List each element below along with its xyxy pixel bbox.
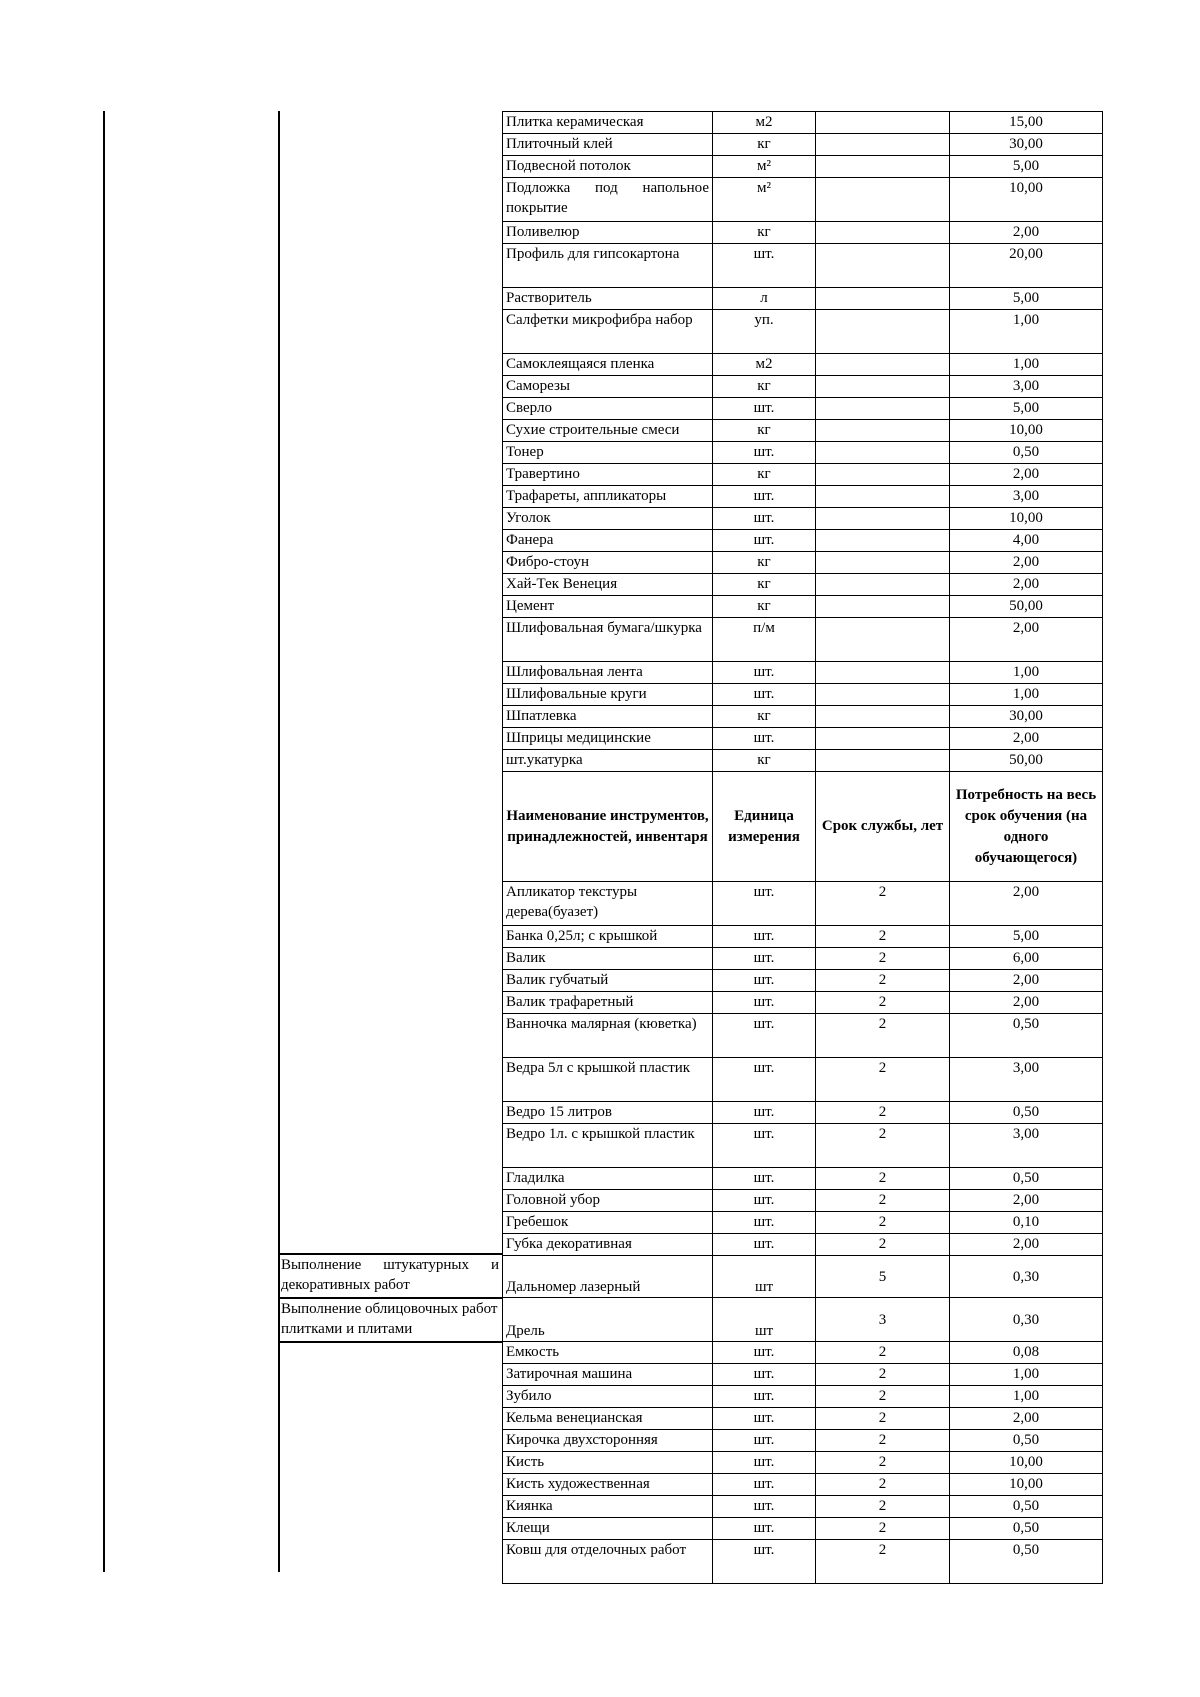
table-row	[503, 1014, 1103, 1058]
item-need: 50,00	[950, 596, 1103, 618]
item-life	[816, 728, 950, 750]
item-name: Хай-Тек Венеция	[503, 574, 713, 596]
item-name: Подложка под напольное покрытие	[503, 178, 713, 222]
item-life	[816, 750, 950, 772]
table-row	[503, 662, 1103, 684]
item-name: Емкость	[503, 1342, 713, 1364]
item-need: 15,00	[950, 112, 1103, 134]
item-need: 3,00	[950, 1058, 1103, 1102]
item-need: 0,08	[950, 1342, 1103, 1364]
item-life	[816, 574, 950, 596]
item-name: Валик	[503, 948, 713, 970]
table-row	[503, 1474, 1103, 1496]
item-name: Ванночка малярная (кюветка)	[503, 1014, 713, 1058]
item-need: 6,00	[950, 948, 1103, 970]
item-life	[816, 178, 950, 222]
tools-section	[503, 882, 1103, 1584]
item-life: 2	[816, 1496, 950, 1518]
table-row	[503, 1190, 1103, 1212]
item-need: 20,00	[950, 244, 1103, 288]
item-name: Фанера	[503, 530, 713, 552]
item-unit: шт.	[713, 1496, 816, 1518]
table-row	[503, 1364, 1103, 1386]
table-row	[503, 684, 1103, 706]
table-row	[503, 1518, 1103, 1540]
item-name: Гребешок	[503, 1212, 713, 1234]
item-unit: п/м	[713, 618, 816, 662]
item-name: Ведро 1л. с крышкой пластик	[503, 1124, 713, 1168]
item-unit: м2	[713, 112, 816, 134]
table-row	[503, 530, 1103, 552]
item-life	[816, 662, 950, 684]
table-row	[503, 1408, 1103, 1430]
item-name: Кисть художественная	[503, 1474, 713, 1496]
item-name: Профиль для гипсокартона	[503, 244, 713, 288]
item-name: Плитка керамическая	[503, 112, 713, 134]
item-life	[816, 112, 950, 134]
table-row	[503, 1540, 1103, 1584]
item-need: 5,00	[950, 156, 1103, 178]
table-row	[503, 112, 1103, 134]
table-row	[503, 728, 1103, 750]
item-need: 10,00	[950, 1474, 1103, 1496]
item-life	[816, 618, 950, 662]
item-life: 2	[816, 882, 950, 926]
table-row	[503, 134, 1103, 156]
header-name: Наименование инструментов, принадлежностей, инвентаря	[503, 772, 713, 882]
item-unit: шт.	[713, 1540, 816, 1584]
item-life	[816, 530, 950, 552]
item-unit: шт.	[713, 728, 816, 750]
item-unit: шт.	[713, 992, 816, 1014]
item-need: 1,00	[950, 662, 1103, 684]
item-unit: шт.	[713, 1408, 816, 1430]
item-need: 50,00	[950, 750, 1103, 772]
item-unit: шт.	[713, 1518, 816, 1540]
item-unit: шт.	[713, 442, 816, 464]
equipment-table	[502, 111, 1103, 1584]
item-name: Кельма венецианская	[503, 1408, 713, 1430]
item-need: 1,00	[950, 684, 1103, 706]
header-unit: Единица измерения	[713, 772, 816, 882]
item-name: Трафареты, аппликаторы	[503, 486, 713, 508]
item-life: 2	[816, 926, 950, 948]
table-row	[503, 222, 1103, 244]
item-life: 2	[816, 1102, 950, 1124]
item-need: 10,00	[950, 1452, 1103, 1474]
item-name: Поливелюр	[503, 222, 713, 244]
item-need: 2,00	[950, 728, 1103, 750]
work-type-plaster: Выполнение штукатурных и декоративных работ	[281, 1257, 499, 1293]
item-unit: шт.	[713, 530, 816, 552]
item-name: Травертино	[503, 464, 713, 486]
table-row	[503, 1256, 1103, 1298]
tools-header-row	[503, 772, 1103, 882]
table-row	[503, 618, 1103, 662]
item-unit: кг	[713, 574, 816, 596]
item-unit: м2	[713, 354, 816, 376]
item-name: Кисть	[503, 1452, 713, 1474]
table-row	[503, 1124, 1103, 1168]
item-life: 2	[816, 1342, 950, 1364]
item-name: Салфетки микрофибра набор	[503, 310, 713, 354]
item-need: 0,50	[950, 442, 1103, 464]
item-unit: шт.	[713, 1234, 816, 1256]
table-row	[503, 1430, 1103, 1452]
item-need: 1,00	[950, 354, 1103, 376]
item-need: 5,00	[950, 288, 1103, 310]
item-name: Ведро 15 литров	[503, 1102, 713, 1124]
item-need: 2,00	[950, 222, 1103, 244]
row-divider	[278, 1341, 502, 1343]
item-unit: шт.	[713, 1386, 816, 1408]
item-life: 3	[816, 1298, 950, 1342]
item-life	[816, 508, 950, 530]
item-need: 0,30	[950, 1256, 1103, 1298]
item-life: 2	[816, 1518, 950, 1540]
item-unit: кг	[713, 376, 816, 398]
item-life	[816, 684, 950, 706]
item-need: 10,00	[950, 178, 1103, 222]
item-need: 0,50	[950, 1540, 1103, 1584]
item-life	[816, 398, 950, 420]
item-unit: шт.	[713, 662, 816, 684]
table-row	[503, 574, 1103, 596]
materials-section	[503, 112, 1103, 772]
column-divider-line	[278, 111, 280, 1572]
item-need: 3,00	[950, 1124, 1103, 1168]
header-life: Срок службы, лет	[816, 772, 950, 882]
item-need: 3,00	[950, 376, 1103, 398]
item-name: Самоклеящаяся пленка	[503, 354, 713, 376]
item-unit: шт	[713, 1298, 816, 1342]
table-row	[503, 1102, 1103, 1124]
item-name: шт.укатурка	[503, 750, 713, 772]
item-unit: шт.	[713, 1124, 816, 1168]
item-unit: шт.	[713, 486, 816, 508]
item-name: Валик губчатый	[503, 970, 713, 992]
work-type-tiling: Выполнение облицовочных работ плитками и плитами	[281, 1301, 498, 1337]
table-row	[503, 244, 1103, 288]
item-name: Сверло	[503, 398, 713, 420]
item-name: Затирочная машина	[503, 1364, 713, 1386]
item-life	[816, 288, 950, 310]
item-need: 2,00	[950, 882, 1103, 926]
item-life: 2	[816, 1234, 950, 1256]
item-life: 2	[816, 1124, 950, 1168]
item-need: 2,00	[950, 464, 1103, 486]
item-need: 2,00	[950, 1234, 1103, 1256]
item-name: Плиточный клей	[503, 134, 713, 156]
item-name: Клещи	[503, 1518, 713, 1540]
table-row	[503, 508, 1103, 530]
item-need: 0,50	[950, 1168, 1103, 1190]
item-unit: шт.	[713, 1452, 816, 1474]
item-unit: кг	[713, 706, 816, 728]
item-unit: шт.	[713, 1168, 816, 1190]
item-life: 2	[816, 1452, 950, 1474]
item-need: 2,00	[950, 992, 1103, 1014]
item-unit: кг	[713, 464, 816, 486]
item-name: Саморезы	[503, 376, 713, 398]
item-need: 10,00	[950, 508, 1103, 530]
item-unit: шт.	[713, 926, 816, 948]
table-row	[503, 1496, 1103, 1518]
item-need: 4,00	[950, 530, 1103, 552]
table-row	[503, 992, 1103, 1014]
item-name: Головной убор	[503, 1190, 713, 1212]
table-row	[503, 552, 1103, 574]
item-unit: уп.	[713, 310, 816, 354]
item-unit: шт	[713, 1256, 816, 1298]
item-life	[816, 706, 950, 728]
item-life	[816, 486, 950, 508]
table-row	[503, 1452, 1103, 1474]
item-need: 2,00	[950, 1408, 1103, 1430]
item-need: 0,30	[950, 1298, 1103, 1342]
table-row	[503, 1234, 1103, 1256]
item-need: 2,00	[950, 970, 1103, 992]
item-name: Цемент	[503, 596, 713, 618]
item-life: 2	[816, 1168, 950, 1190]
item-unit: шт.	[713, 1058, 816, 1102]
table-row	[503, 596, 1103, 618]
item-life: 5	[816, 1256, 950, 1298]
table-row	[503, 376, 1103, 398]
item-life	[816, 464, 950, 486]
item-unit: шт.	[713, 970, 816, 992]
item-unit: шт.	[713, 1364, 816, 1386]
table-row	[503, 288, 1103, 310]
item-unit: кг	[713, 134, 816, 156]
item-life: 2	[816, 1474, 950, 1496]
item-life: 2	[816, 1364, 950, 1386]
item-need: 0,50	[950, 1496, 1103, 1518]
item-name: Шлифовальные круги	[503, 684, 713, 706]
table-row	[503, 420, 1103, 442]
item-need: 0,50	[950, 1518, 1103, 1540]
item-unit: шт.	[713, 948, 816, 970]
item-unit: шт.	[713, 684, 816, 706]
item-need: 1,00	[950, 310, 1103, 354]
item-life	[816, 442, 950, 464]
item-unit: шт.	[713, 1212, 816, 1234]
item-need: 30,00	[950, 706, 1103, 728]
item-need: 0,50	[950, 1014, 1103, 1058]
item-life: 2	[816, 1058, 950, 1102]
table-row	[503, 1058, 1103, 1102]
item-life	[816, 310, 950, 354]
item-life: 2	[816, 970, 950, 992]
item-unit: м²	[713, 156, 816, 178]
table-row	[503, 1212, 1103, 1234]
table-row	[503, 464, 1103, 486]
item-life	[816, 222, 950, 244]
item-unit: кг	[713, 222, 816, 244]
table-row	[503, 354, 1103, 376]
table-row	[503, 970, 1103, 992]
item-unit: кг	[713, 552, 816, 574]
table-row	[503, 882, 1103, 926]
table-row	[503, 156, 1103, 178]
item-life	[816, 552, 950, 574]
item-unit: шт.	[713, 1474, 816, 1496]
item-name: Сухие строительные смеси	[503, 420, 713, 442]
item-name: Шлифовальная лента	[503, 662, 713, 684]
item-name: Губка декоративная	[503, 1234, 713, 1256]
table-row	[503, 486, 1103, 508]
item-unit: л	[713, 288, 816, 310]
left-border-line	[103, 111, 105, 1572]
item-name: Ковш для отделочных работ	[503, 1540, 713, 1584]
item-need: 10,00	[950, 420, 1103, 442]
item-life	[816, 156, 950, 178]
table-row	[503, 706, 1103, 728]
item-life	[816, 244, 950, 288]
item-need: 2,00	[950, 552, 1103, 574]
item-life	[816, 376, 950, 398]
item-life	[816, 354, 950, 376]
table-row	[503, 926, 1103, 948]
item-need: 0,50	[950, 1102, 1103, 1124]
item-unit: кг	[713, 420, 816, 442]
item-name: Дрель	[503, 1298, 713, 1342]
item-unit: шт.	[713, 1190, 816, 1212]
table-row	[503, 178, 1103, 222]
item-unit: шт.	[713, 398, 816, 420]
item-name: Дальномер лазерный	[503, 1256, 713, 1298]
table-row	[503, 310, 1103, 354]
item-life	[816, 596, 950, 618]
item-need: 0,50	[950, 1430, 1103, 1452]
item-life: 2	[816, 1430, 950, 1452]
item-name: Валик трафаретный	[503, 992, 713, 1014]
item-life	[816, 134, 950, 156]
table-row	[503, 750, 1103, 772]
item-unit: шт.	[713, 244, 816, 288]
item-need: 2,00	[950, 618, 1103, 662]
table-row	[503, 1386, 1103, 1408]
item-unit: шт.	[713, 1014, 816, 1058]
item-name: Шприцы медицинские	[503, 728, 713, 750]
item-name: Банка 0,25л; с крышкой	[503, 926, 713, 948]
table-row	[503, 1342, 1103, 1364]
item-life: 2	[816, 1190, 950, 1212]
item-life	[816, 420, 950, 442]
item-life: 2	[816, 948, 950, 970]
item-need: 1,00	[950, 1364, 1103, 1386]
item-name: Ведра 5л с крышкой пластик	[503, 1058, 713, 1102]
item-need: 2,00	[950, 574, 1103, 596]
item-life: 2	[816, 1386, 950, 1408]
table-row	[503, 1168, 1103, 1190]
item-unit: шт.	[713, 1102, 816, 1124]
item-life: 2	[816, 992, 950, 1014]
item-name: Кирочка двухсторонняя	[503, 1430, 713, 1452]
item-life: 2	[816, 1212, 950, 1234]
item-name: Растворитель	[503, 288, 713, 310]
header-need: Потребность на весь срок обучения (на одного обучающегося)	[950, 772, 1103, 882]
table-row	[503, 442, 1103, 464]
item-unit: шт.	[713, 508, 816, 530]
item-life: 2	[816, 1014, 950, 1058]
item-name: Гладилка	[503, 1168, 713, 1190]
table-row	[503, 398, 1103, 420]
item-need: 2,00	[950, 1190, 1103, 1212]
item-unit: шт.	[713, 1342, 816, 1364]
item-name: Апликатор текстуры дерева(буазет)	[503, 882, 713, 926]
item-name: Шлифовальная бумага/шкурка	[503, 618, 713, 662]
item-name: Киянка	[503, 1496, 713, 1518]
item-unit: шт.	[713, 1430, 816, 1452]
item-need: 3,00	[950, 486, 1103, 508]
item-unit: шт.	[713, 882, 816, 926]
item-name: Уголок	[503, 508, 713, 530]
item-unit: кг	[713, 750, 816, 772]
item-unit: м²	[713, 178, 816, 222]
item-need: 5,00	[950, 926, 1103, 948]
item-name: Фибро-стоун	[503, 552, 713, 574]
item-need: 30,00	[950, 134, 1103, 156]
item-life: 2	[816, 1408, 950, 1430]
table-row	[503, 948, 1103, 970]
item-name: Шпатлевка	[503, 706, 713, 728]
item-unit: кг	[713, 596, 816, 618]
item-name: Зубило	[503, 1386, 713, 1408]
item-name: Тонер	[503, 442, 713, 464]
tools-header-section	[503, 772, 1103, 882]
item-need: 5,00	[950, 398, 1103, 420]
table-row	[503, 1298, 1103, 1342]
item-need: 1,00	[950, 1386, 1103, 1408]
item-name: Подвесной потолок	[503, 156, 713, 178]
item-need: 0,10	[950, 1212, 1103, 1234]
item-life: 2	[816, 1540, 950, 1584]
